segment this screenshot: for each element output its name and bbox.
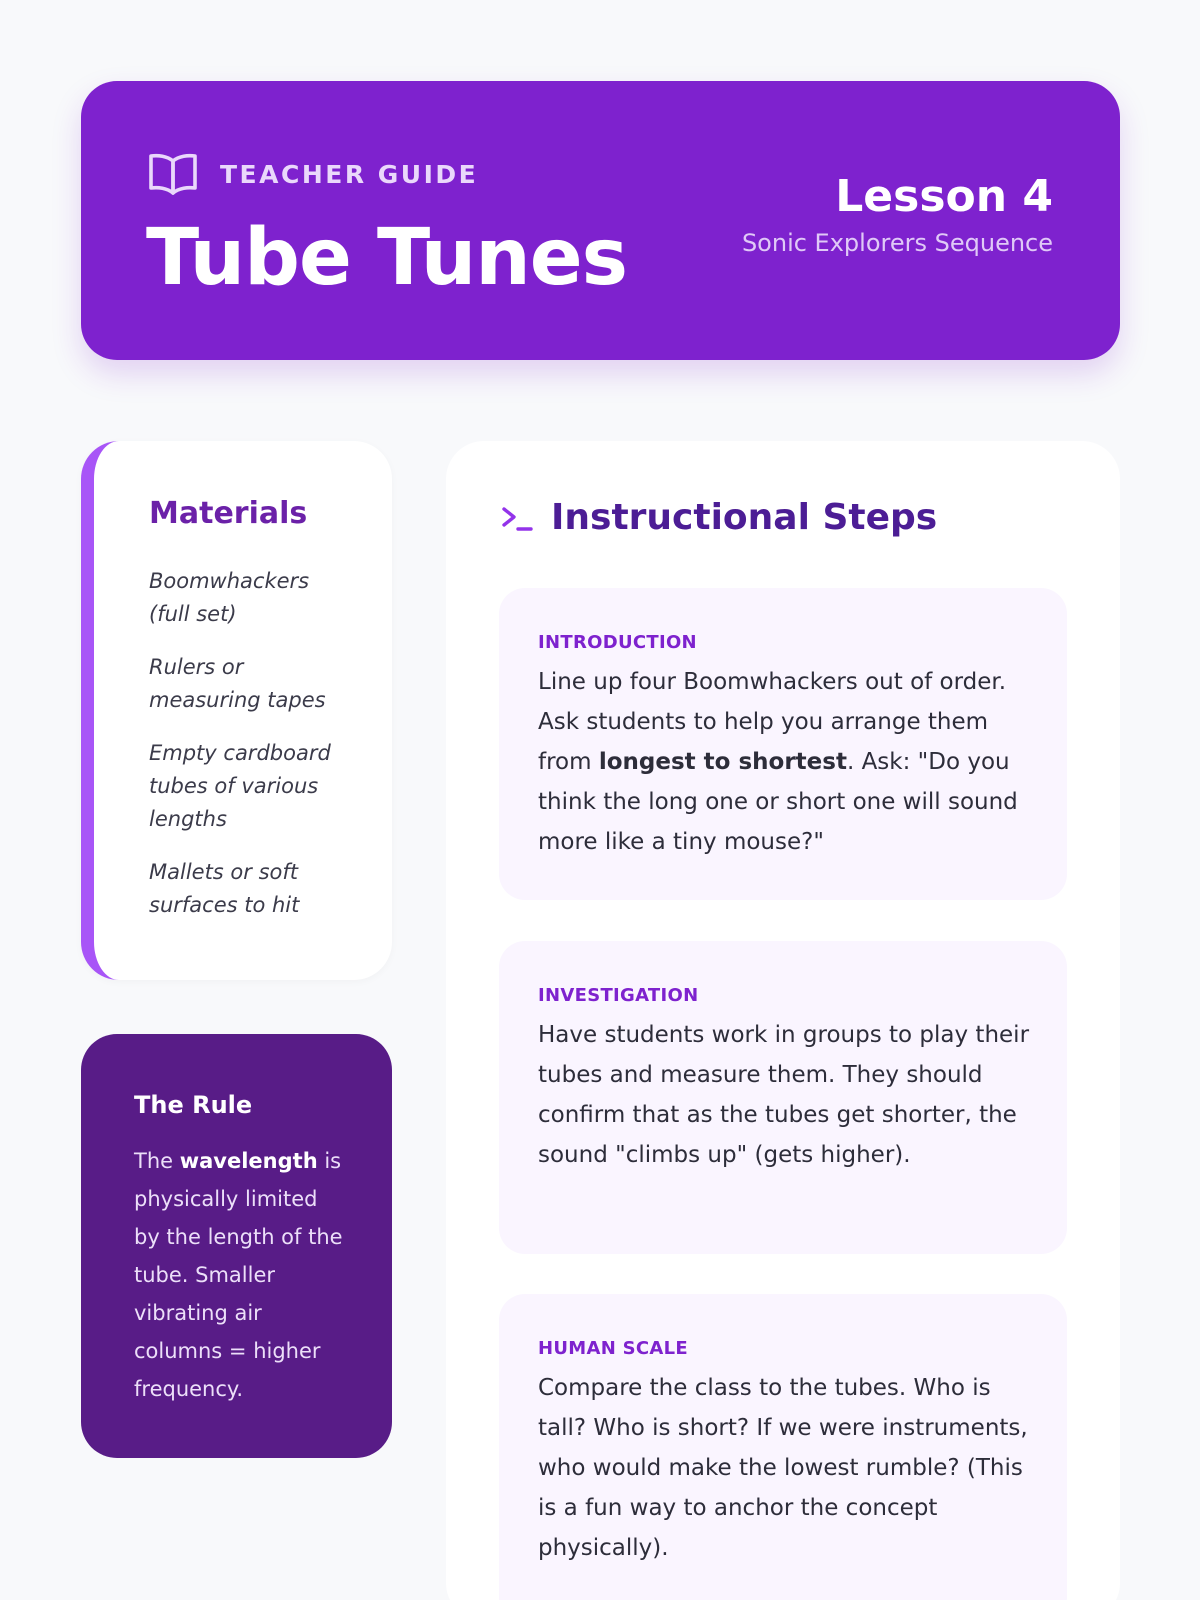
step-label: HUMAN SCALE <box>538 1338 689 1359</box>
materials-item: Empty cardboard tubes of various lengths <box>149 741 331 831</box>
step-text-start: Line up four Boomwhackers out of order. Ask students to help you arrange them from <box>538 669 1007 775</box>
step-card-investigation <box>499 941 1067 1254</box>
materials-item: Boomwhackers (full set) <box>149 569 310 626</box>
eyebrow-label: TEACHER GUIDE <box>220 159 479 189</box>
terminal-prompt-icon <box>501 504 533 532</box>
materials-list <box>149 565 349 942</box>
lesson-series: Sonic Explorers Sequence <box>741 229 1053 258</box>
step-label: INVESTIGATION <box>538 985 699 1006</box>
page-title: Tube Tunes <box>146 213 628 303</box>
open-book-icon <box>148 151 198 197</box>
step-text-end: . Ask: "Do you think the long one or short one will sound more like a tiny mouse?" <box>538 749 1018 855</box>
step-card-introduction <box>499 588 1067 900</box>
rule-text-end: is physically limited by the length of the tube. Smaller vibrating air columns = higher frequency. <box>134 1149 343 1401</box>
step-text-bold: longest to shortest <box>598 749 847 775</box>
step-text: Compare the class to the tubes. Who is tall? Who is short? If we were instruments, who would make the lowest rumble? (This is a fun way to anchor the concept physically). <box>538 1375 1028 1561</box>
rule-title: The Rule <box>134 1091 253 1119</box>
lesson-number: Lesson 4 <box>835 171 1053 222</box>
materials-card <box>81 441 392 980</box>
steps-header <box>501 497 937 538</box>
rule-card <box>81 1034 392 1458</box>
step-card-human-scale <box>499 1294 1067 1600</box>
step-text <box>538 662 1038 862</box>
rule-text <box>134 1142 349 1408</box>
rule-text-bold: wavelength <box>179 1149 318 1173</box>
materials-title: Materials <box>149 496 308 531</box>
materials-item: Mallets or soft surfaces to hit <box>149 860 300 917</box>
step-text: Have students work in groups to play their tubes and measure them. They should confirm that as the tubes get shorter, the sound "climbs up" (gets higher). <box>538 1022 1030 1168</box>
instructional-steps-panel <box>446 441 1120 1600</box>
eyebrow <box>148 151 478 197</box>
materials-item: Rulers or measuring tapes <box>149 655 326 712</box>
lesson-info <box>742 173 1053 257</box>
lesson-header <box>81 81 1120 360</box>
steps-title: Instructional Steps <box>551 497 938 538</box>
rule-text-start: The <box>134 1149 180 1173</box>
step-label: INTRODUCTION <box>538 632 697 653</box>
